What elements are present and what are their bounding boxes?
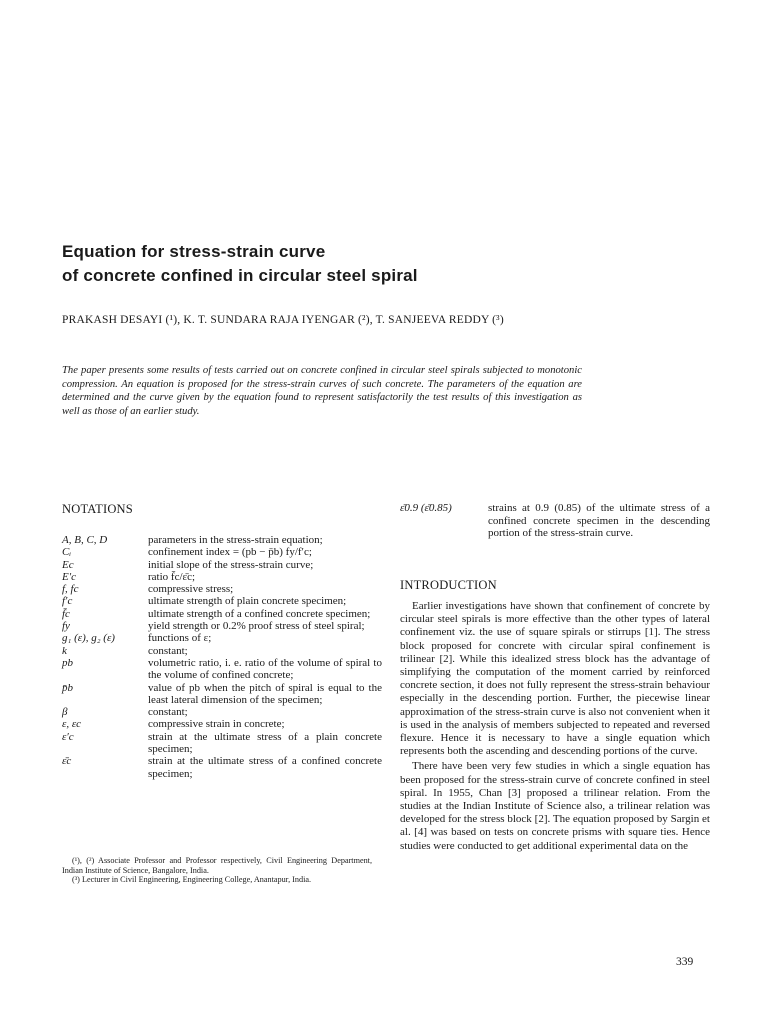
notation-symbol: fy: [62, 620, 70, 633]
notation-definition: yield strength or 0.2% proof stress of steel spiral;: [148, 620, 365, 633]
notation-symbol: p̄b: [62, 681, 73, 694]
notation-definition: ratio f̄c/ε̄c;: [148, 570, 196, 583]
notation-symbol: A, B, C, D: [62, 534, 108, 546]
notation-definition: strain at the ultimate stress of a confined concrete specimen;: [148, 755, 382, 780]
notation-definition: ultimate strength of plain concrete specimen;: [148, 595, 347, 608]
notation-definition: parameters in the stress-strain equation;: [148, 534, 323, 546]
notation-symbol: pb: [62, 656, 73, 669]
notation-row: [62, 571, 382, 583]
notations-continued: [400, 502, 710, 540]
author-list: PRAKASH DESAYI (¹), K. T. SUNDARA RAJA IYENGAR (²), T. SANJEEVA REDDY (³): [62, 314, 504, 326]
introduction-heading: INTRODUCTION: [400, 578, 497, 592]
notation-row: [62, 583, 382, 595]
notation-row: [62, 534, 382, 546]
notation-definition: strain at the ultimate stress of a plain concrete specimen;: [148, 730, 382, 756]
notations-table: [62, 534, 382, 780]
notation-row: [62, 620, 382, 632]
notation-row: [62, 608, 382, 620]
notation-definition: compressive strain in concrete;: [148, 718, 285, 731]
notation-symbol: ε̄c: [62, 755, 72, 768]
notation-row: [62, 546, 382, 558]
notation-definition: confinement index = (pb − p̄b) fy/f′c;: [148, 546, 312, 559]
notation-symbol: ε′c: [62, 730, 74, 743]
footnote-affiliation-2: (³) Lecturer in Civil Engineering, Engineering College, Anantapur, India.: [72, 875, 312, 885]
notation-row: [62, 595, 382, 607]
notation-definition: functions of ε;: [148, 632, 212, 645]
article-title: [62, 240, 702, 288]
notation-definition: volumetric ratio, i. e. ratio of the volume of spiral to the volume of confined concrete;: [148, 656, 382, 682]
notation-symbol: k: [62, 644, 67, 657]
notation-row: [62, 755, 382, 780]
notation-symbol: f, fc: [62, 583, 79, 596]
intro-paragraph-1: Earlier investigations have shown that confinement of concrete by circular steel spirals is more effective than the other types of lateral confinement viz. the use of square spirals or stirrups [1]. The stress block proposed for concrete with circular spiral confinement is trilinear [2]. While this idealized stress block has the advantage of simplifying the computation of the moment carried by reinforced concrete section, it does not fully represent the stress-strain behaviour especially in the descending portion. Further, the piecewise linear approximation of the stress-strain curve is also not convenient when it is used in the analysis of members subjected to repeated and reversed flexure. Hence it is necessary to have a single equation which represents both the ascending and descending portions of the curve.: [400, 600, 710, 758]
page-number: 339: [676, 956, 694, 968]
footnote-affiliation-1: (¹), (²) Associate Professor and Professor respectively, Civil Engineering Department, Indian Institute of Science, Bangalore, India.: [62, 856, 372, 875]
notation-definition: constant;: [148, 706, 188, 719]
notation-row: [62, 645, 382, 657]
notation-definition: initial slope of the stress-strain curve;: [148, 558, 314, 571]
footnotes: [62, 856, 372, 885]
notation-symbol: Ec: [62, 558, 74, 571]
notation-symbol: β: [62, 706, 68, 719]
notation-row: [62, 657, 382, 682]
notation-symbol: ε, εc: [62, 718, 82, 731]
notation-row: [400, 502, 710, 540]
notation-definition: value of pb when the pitch of spiral is equal to the least lateral dimension of the specimen;: [148, 681, 382, 706]
notation-row: [62, 731, 382, 756]
intro-paragraph-2: There have been very few studies in which a single equation has been proposed for the stress-strain curve of concrete confined in steel spiral. In 1955, Chan [3] proposed a trilinear relation. From the studies at the Indian Institute of Science also, a trilinear relation was developed for the stress block [2]. The equation proposed by Sargin et al. [4] was based on tests on concrete prisms with square ties. Hence studies were conducted to get additional experimental data on the: [400, 760, 710, 852]
notation-symbol: Cᵢ: [62, 546, 72, 559]
notation-row: [62, 632, 382, 644]
notation-definition: compressive stress;: [148, 583, 234, 596]
notation-row: [62, 706, 382, 718]
title-line-2: of concrete confined in circular steel spiral: [62, 266, 418, 285]
notation-symbol: g₁ (ε), g₂ (ε): [62, 632, 115, 645]
abstract: The paper presents some results of tests carried out on concrete confined in circular steel spirals subjected to monotonic compression. An equation is proposed for the stress-strain curves of such concrete. The parameters of the equation are determined and the curve given by the equation found to represent satisfactorily the test results of this investigation as well as those of an earlier study.: [62, 365, 582, 417]
notation-symbol: f̄c: [62, 607, 70, 620]
notation-row: [62, 682, 382, 707]
notation-definition: ultimate strength of a confined concrete specimen;: [148, 607, 371, 620]
notation-definition: constant;: [148, 644, 188, 657]
introduction-body: [400, 600, 710, 855]
notation-symbol: f′c: [62, 595, 73, 608]
notation-definition: strains at 0.9 (0.85) of the ultimate stress of a confined concrete specimen in the descending portion of the stress-strain curve.: [488, 502, 710, 539]
title-line-1: Equation for stress-strain curve: [62, 242, 326, 261]
notations-heading: NOTATIONS: [62, 502, 133, 516]
notation-row: [62, 559, 382, 571]
notation-row: [62, 718, 382, 730]
notation-symbol: E′c: [62, 570, 77, 583]
notation-symbol: ε̄0.9 (ε̄0.85): [400, 502, 452, 514]
